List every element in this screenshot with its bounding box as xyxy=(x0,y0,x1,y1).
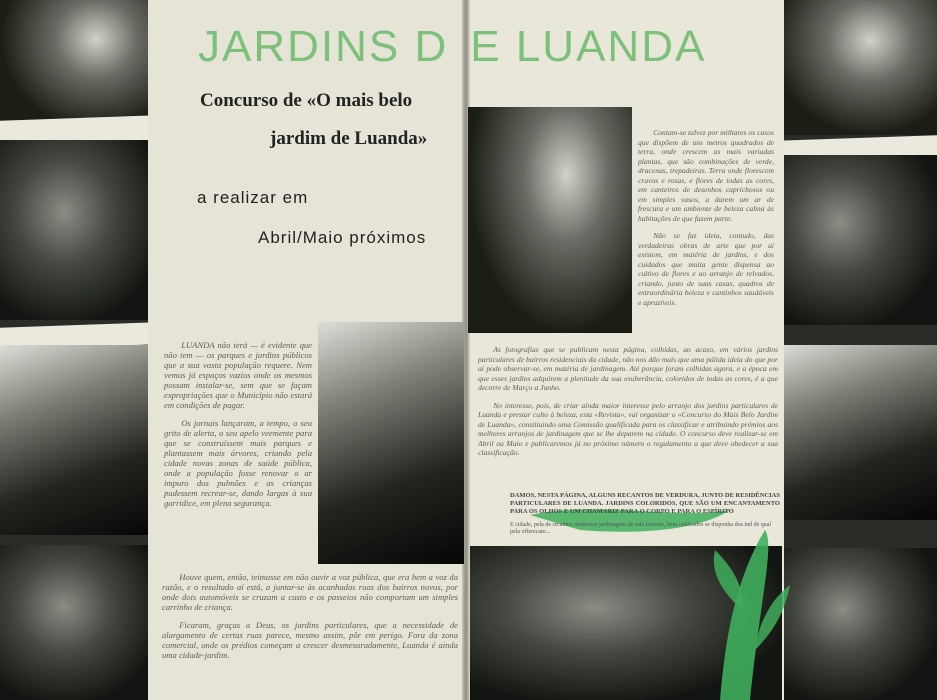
caption-small: E cidade, pela de recantos modernos jardinagem de sala ilumine, bem cultivados se disponha dos ind de qual pela offerecam... xyxy=(510,522,772,535)
wide-column xyxy=(478,345,778,466)
photo-house-right xyxy=(780,548,937,700)
subtitle-line1: Concurso de «O mais belo xyxy=(200,90,413,111)
photo-garden-right-low xyxy=(780,345,937,520)
photo-caption: DAMOS, NESTA PÁGINA, ALGUNS RECANTOS DE VERDURA, JUNTO DE RESIDÊNCIAS PARTICULARES DE LUANDA. JARDINS COLORIDOS, QUE SÃO UM ENCANTAMENTO PARA OS OLHOS E UM CHAMARIZ PARA O CORPO E PARA O ESPÍRITO xyxy=(510,492,780,515)
photo-house-left xyxy=(0,545,160,700)
left-column xyxy=(164,340,312,516)
right-column xyxy=(638,128,774,315)
photo-garden-right-top xyxy=(770,0,937,135)
paragraph: Houve quem, então, teimasse em não ouvir a voz pública, que era bem a voz da razão, e o resultado aí está, a juntar-se às acanhadas ruas dos bairros novos, por onde dois automóveis se cruzam a custo e os passeios não comportam um simples carrinho de criança. xyxy=(162,572,458,612)
bottom-column xyxy=(162,572,458,668)
title-left: JARDINS D xyxy=(198,22,449,71)
photo-garden-left-mid xyxy=(0,140,160,320)
subtitle-line4: Abril/Maio próximos xyxy=(258,228,427,247)
paragraph: As fotografias que se publicam nesta página, colhidas, ao acaso, em vários jardins particulares de bairros residenciais da cidade, não nos dão mais que uma pálida ideia do que por aí pode observar-se, em matéria de jardinagem. Até porque foram colhidas agora, e a época em que esses jardins adquirem a plenitude da sua exuberância, coloridos de todas as cores, é a que decorre de Março a Junho. xyxy=(478,345,778,392)
paragraph: Não se faz ideia, contudo, das verdadeiras obras de arte que por aí existem, em matéria de jardins, e dos cuidados que muita gente dispensa ao cultivo de flores e ao arranjo de relvados, criando, junto de suas casas, quadros de extraordinária beleza e cantinhos saudáveis e aprazíveis. xyxy=(638,231,774,307)
paragraph: No interesse, pois, de criar ainda maior interesse pelo arranjo dos jardins particulares de Luanda e prestar culto à beleza, esta «Revista», vai organizar o «Concurso do Mais Belo Jardim de Luanda», constituindo uma Comissão qualificada para os classificar e atribuindo prémios aos melhores arranjos de jardinagem que se lhe deparem na cidade. O concurso deve realizar-se em Abril ou Maio e publicaremos já no próximo número o regulamento a que deve obedecer a sua classificação. xyxy=(478,400,778,457)
page-title xyxy=(198,22,706,72)
photo-garden-left-top xyxy=(0,0,160,130)
paragraph: Os jornais lançaram, a tempo, o seu grito de alerta, o seu apelo veemente para que se construíssem mais parques e plantassem mais árvores, criando pela cidade novas zonas de saúde pública, onde a população fosse renovar o ar impuro dos pulmões e as crianças pudessem recrear-se, dando largas à sua garridice, em plena segurança. xyxy=(164,418,312,508)
subtitle-line3: a realizar em xyxy=(197,188,309,207)
paragraph: LUANDA não terá — é evidente que não tem — os parques e jardins públicos que a sua vasta população requere. Nem vemos já espaços vazios onde os mesmos possam instalar-se, sem que se façam expropriações que o Município não estará em condições de pagar. xyxy=(164,340,312,410)
subtitle-line2: jardim de Luanda» xyxy=(270,128,428,149)
paragraph: Ficaram, graças a Deus, os jardins particulares, que a necessidade de alargamento de certas ruas parece, mesmo assim, pôr em perigo. Fora da zona comercial, onde os prédios começam a crescer desmesuradamente, Luanda é ainda uma cidade-jardim. xyxy=(162,620,458,660)
photo-garden-right-mid xyxy=(775,155,937,325)
paragraph: Contam-se talvez por milhares os casos que dispõem de uns metros quadrados de terra, onde crescem as mais variadas plantas, que são combinações de verde, dracenas, trepadeiras. Terra onde florescem cravos e rosas, e flores de todas as cores, em canteiros de desenhos caprichosos ou em simples vasos, a darem um ar de frescura e um ambiente de beleza calma às habitações de que fazem parte. xyxy=(638,128,774,223)
photo-garden-pergola xyxy=(468,107,632,333)
title-right: E LUANDA xyxy=(470,22,707,71)
photo-garden-path-center xyxy=(318,322,464,564)
photo-garden-path xyxy=(0,345,160,535)
